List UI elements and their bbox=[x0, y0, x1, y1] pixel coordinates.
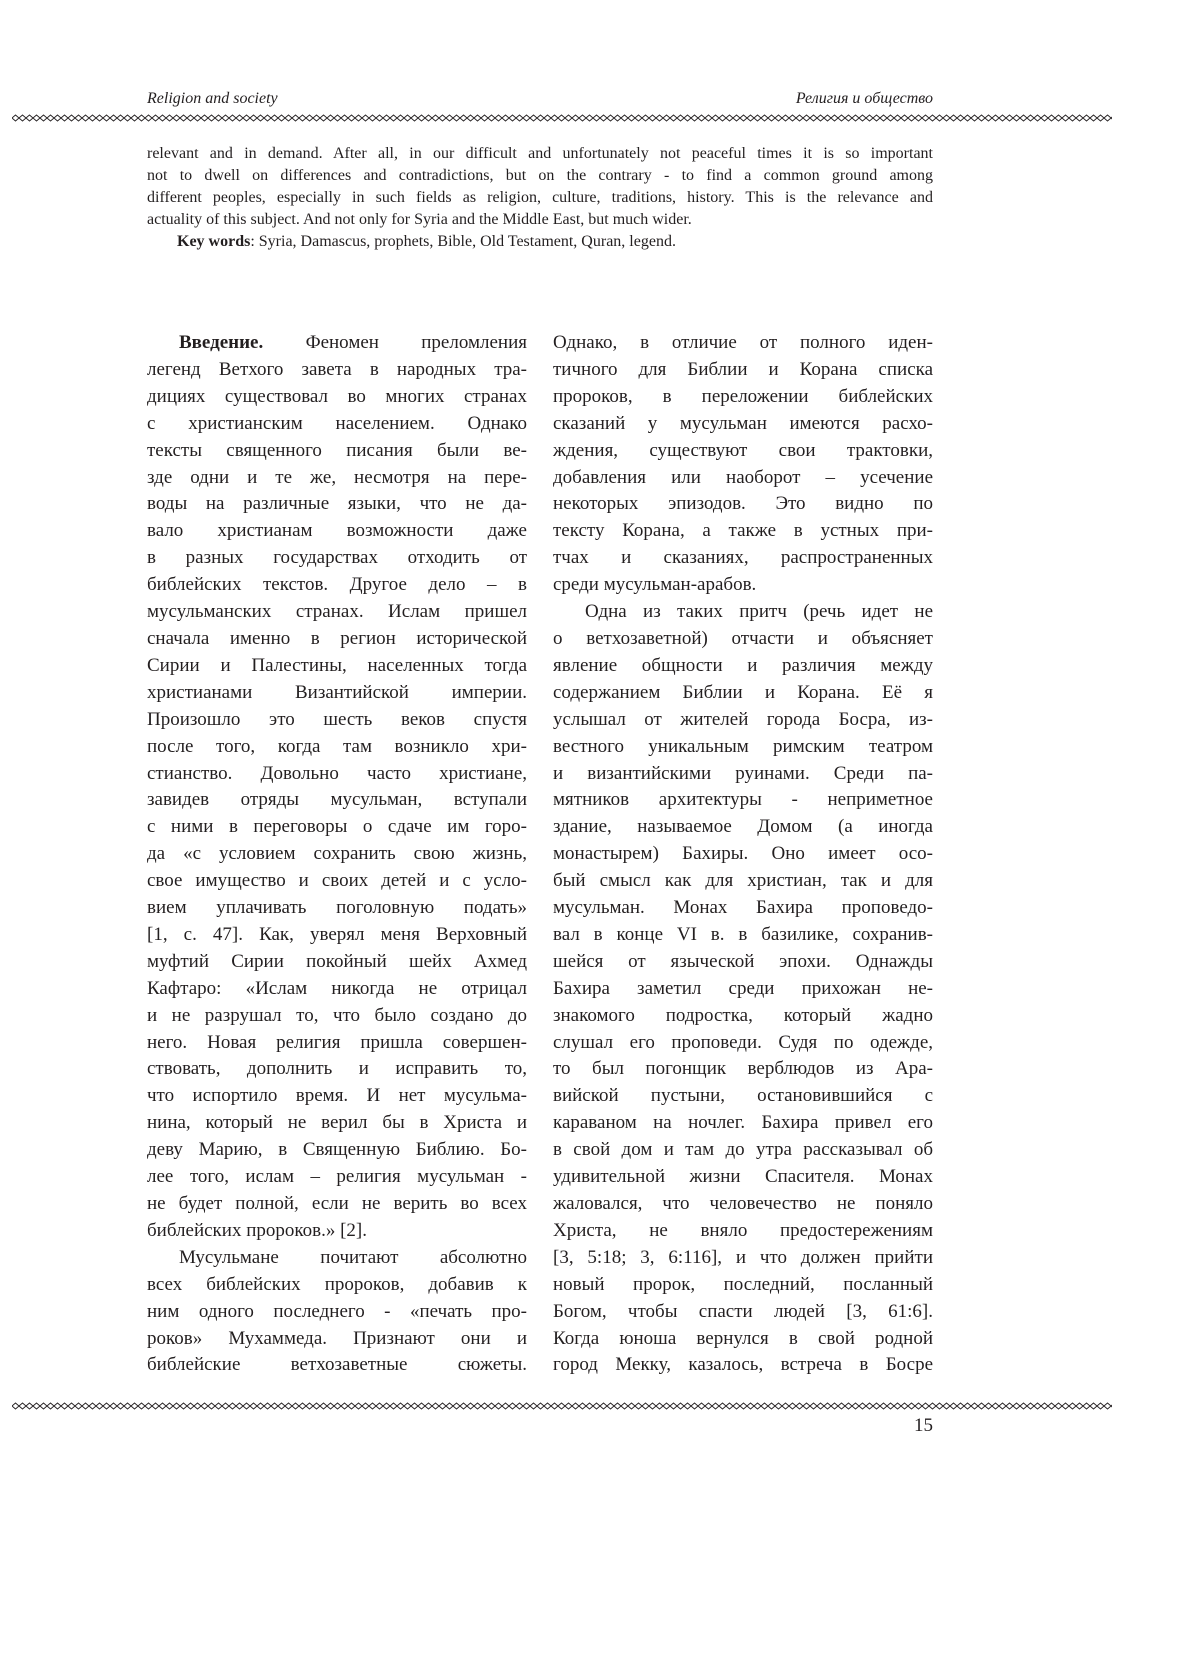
text-line: всех библейских пророков, добавив к bbox=[147, 1272, 527, 1299]
text-line: легенд Ветхого завета в народных тра- bbox=[147, 357, 527, 384]
text-line: удивительной жизни Спасителя. Монах bbox=[553, 1164, 933, 1191]
text-line-content: Феномен преломления bbox=[263, 332, 527, 353]
text-line: караваном на ночлег. Бахира привел его bbox=[553, 1110, 933, 1137]
body-column-right bbox=[553, 330, 933, 1379]
text-line: вестного уникальным римским театром bbox=[553, 734, 933, 761]
text-line: среди мусульман-арабов. bbox=[553, 572, 933, 599]
keywords-label: Key words bbox=[177, 233, 250, 250]
text-line: роков» Мухаммеда. Признают они и bbox=[147, 1326, 527, 1353]
text-line: мусульманских странах. Ислам пришел bbox=[147, 599, 527, 626]
text-line: явление общности и различия между bbox=[553, 653, 933, 680]
header-ornament-divider bbox=[12, 114, 1112, 122]
section-heading: Введение. bbox=[179, 332, 263, 353]
abstract-line: actuality of this subject. And not only for Syria and the Middle East, but much wider. bbox=[147, 209, 933, 231]
text-line: мятников архитектуры - неприметное bbox=[553, 787, 933, 814]
running-header-english: Religion and society bbox=[147, 90, 278, 108]
text-line: шейся от языческой эпохи. Однажды bbox=[553, 949, 933, 976]
text-line: и не разрушал то, что было создано до bbox=[147, 1003, 527, 1030]
text-line: сказаний у мусульман имеются расхо- bbox=[553, 411, 933, 438]
text-line: нина, который не верил бы в Христа и bbox=[147, 1110, 527, 1137]
text-line: содержанием Библии и Корана. Её я bbox=[553, 680, 933, 707]
text-line: завидев отряды мусульман, вступали bbox=[147, 787, 527, 814]
text-line: Кафтаро: «Ислам никогда не отрицал bbox=[147, 976, 527, 1003]
text-line: после того, когда там возникло хри- bbox=[147, 734, 527, 761]
body-column-left bbox=[147, 330, 527, 1379]
text-line: слушал его проповеди. Судя по одежде, bbox=[553, 1030, 933, 1057]
text-line: Сирии и Палестины, населенных тогда bbox=[147, 653, 527, 680]
text-line: в свой дом и там до утра рассказывал об bbox=[553, 1137, 933, 1164]
text-line: то был погонщик верблюдов из Ара- bbox=[553, 1056, 933, 1083]
abstract-line: not to dwell on differences and contradictions, but on the contrary - to find a common ground among bbox=[147, 165, 933, 187]
text-line: и византийскими руинами. Среди па- bbox=[553, 761, 933, 788]
text-line: услышал от жителей города Босра, из- bbox=[553, 707, 933, 734]
text-line: тчах и сказаниях, распространенных bbox=[553, 545, 933, 572]
text-line: стианство. Довольно часто христиане, bbox=[147, 761, 527, 788]
text-line: добавления или наоборот – усечение bbox=[553, 465, 933, 492]
text-line: Однако, в отличие от полного иден- bbox=[553, 330, 933, 357]
text-line: тексты священного писания были ве- bbox=[147, 438, 527, 465]
footer-ornament-divider bbox=[12, 1402, 1112, 1410]
text-line: христианами Византийской империи. bbox=[147, 680, 527, 707]
text-line: город Мекку, казалось, встреча в Босре bbox=[553, 1352, 933, 1379]
page-number: 15 bbox=[914, 1415, 933, 1437]
text-line: в разных государствах отходить от bbox=[147, 545, 527, 572]
text-line: бый смысл как для христиан, так и для bbox=[553, 868, 933, 895]
text-line: новый пророк, последний, посланный bbox=[553, 1272, 933, 1299]
text-line: него. Новая религия пришла совершен- bbox=[147, 1030, 527, 1057]
abstract-line: relevant and in demand. After all, in our difficult and unfortunately not peaceful times it is so important bbox=[147, 143, 933, 165]
text-line: Богом, чтобы спасти людей [3, 61:6]. bbox=[553, 1299, 933, 1326]
text-line: дициях существовал во многих странах bbox=[147, 384, 527, 411]
text-line: Одна из таких притч (речь идет не bbox=[553, 599, 933, 626]
text-line: с христианским населением. Однако bbox=[147, 411, 527, 438]
text-line: библейских пророков.» [2]. bbox=[147, 1218, 527, 1245]
text-line: лее того, ислам – религия мусульман - bbox=[147, 1164, 527, 1191]
text-line: Мусульмане почитают абсолютно bbox=[147, 1245, 527, 1272]
text-line: тичного для Библии и Корана списка bbox=[553, 357, 933, 384]
text-line: воды на различные языки, что не да- bbox=[147, 491, 527, 518]
text-line: вийской пустыни, остановившийся с bbox=[553, 1083, 933, 1110]
text-line: тексту Корана, а также в устных при- bbox=[553, 518, 933, 545]
text-line: мусульман. Монах Бахира проповедо- bbox=[553, 895, 933, 922]
text-line: о ветхозаветной) отчасти и объясняет bbox=[553, 626, 933, 653]
text-line: [3, 5:18; 3, 6:116], и что должен прийти bbox=[553, 1245, 933, 1272]
text-line: ствовать, дополнить и исправить то, bbox=[147, 1056, 527, 1083]
text-line: вал в конце VI в. в базилике, сохранив- bbox=[553, 922, 933, 949]
text-line: пророков, в переложении библейских bbox=[553, 384, 933, 411]
abstract bbox=[147, 143, 933, 253]
text-line: муфтий Сирии покойный шейх Ахмед bbox=[147, 949, 527, 976]
text-line: да «с условием сохранить свою жизнь, bbox=[147, 841, 527, 868]
text-line: деву Марию, в Священную Библию. Бо- bbox=[147, 1137, 527, 1164]
text-line: библейских текстов. Другое дело – в bbox=[147, 572, 527, 599]
text-line bbox=[147, 330, 527, 357]
keywords bbox=[147, 231, 933, 253]
text-line: зде одни и те же, несмотря на пере- bbox=[147, 465, 527, 492]
text-line: вием уплачивать поголовную подать» bbox=[147, 895, 527, 922]
keywords-list: : Syria, Damascus, prophets, Bible, Old Testament, Quran, legend. bbox=[250, 233, 676, 250]
text-line: ждения, существуют свои трактовки, bbox=[553, 438, 933, 465]
text-line: ним одного последнего - «печать про- bbox=[147, 1299, 527, 1326]
text-line: жаловался, что человечество не поняло bbox=[553, 1191, 933, 1218]
text-line: Произошло это шесть веков спустя bbox=[147, 707, 527, 734]
text-line: здание, называемое Домом (а иногда bbox=[553, 814, 933, 841]
text-line: Когда юноша вернулся в свой родной bbox=[553, 1326, 933, 1353]
text-line: [1, с. 47]. Как, уверял меня Верховный bbox=[147, 922, 527, 949]
text-line: библейские ветхозаветные сюжеты. bbox=[147, 1352, 527, 1379]
text-line: не будет полной, если не верить во всех bbox=[147, 1191, 527, 1218]
text-line: свое имущество и своих детей и с усло- bbox=[147, 868, 527, 895]
text-line: вало христианам возможности даже bbox=[147, 518, 527, 545]
text-line: Бахира заметил среди прихожан не- bbox=[553, 976, 933, 1003]
text-line: что испортило время. И нет мусульма- bbox=[147, 1083, 527, 1110]
text-line: Христа, не вняло предостережениям bbox=[553, 1218, 933, 1245]
abstract-line: different peoples, especially in such fields as religion, culture, traditions, history. This is the relevance and bbox=[147, 187, 933, 209]
text-line: монастырем) Бахиры. Оно имеет осо- bbox=[553, 841, 933, 868]
text-line: с ними в переговоры о сдаче им горо- bbox=[147, 814, 527, 841]
text-line: сначала именно в регион исторической bbox=[147, 626, 527, 653]
running-header-russian: Религия и общество bbox=[796, 90, 933, 108]
text-line: знакомого подростка, который жадно bbox=[553, 1003, 933, 1030]
text-line: некоторых эпизодов. Это видно по bbox=[553, 491, 933, 518]
